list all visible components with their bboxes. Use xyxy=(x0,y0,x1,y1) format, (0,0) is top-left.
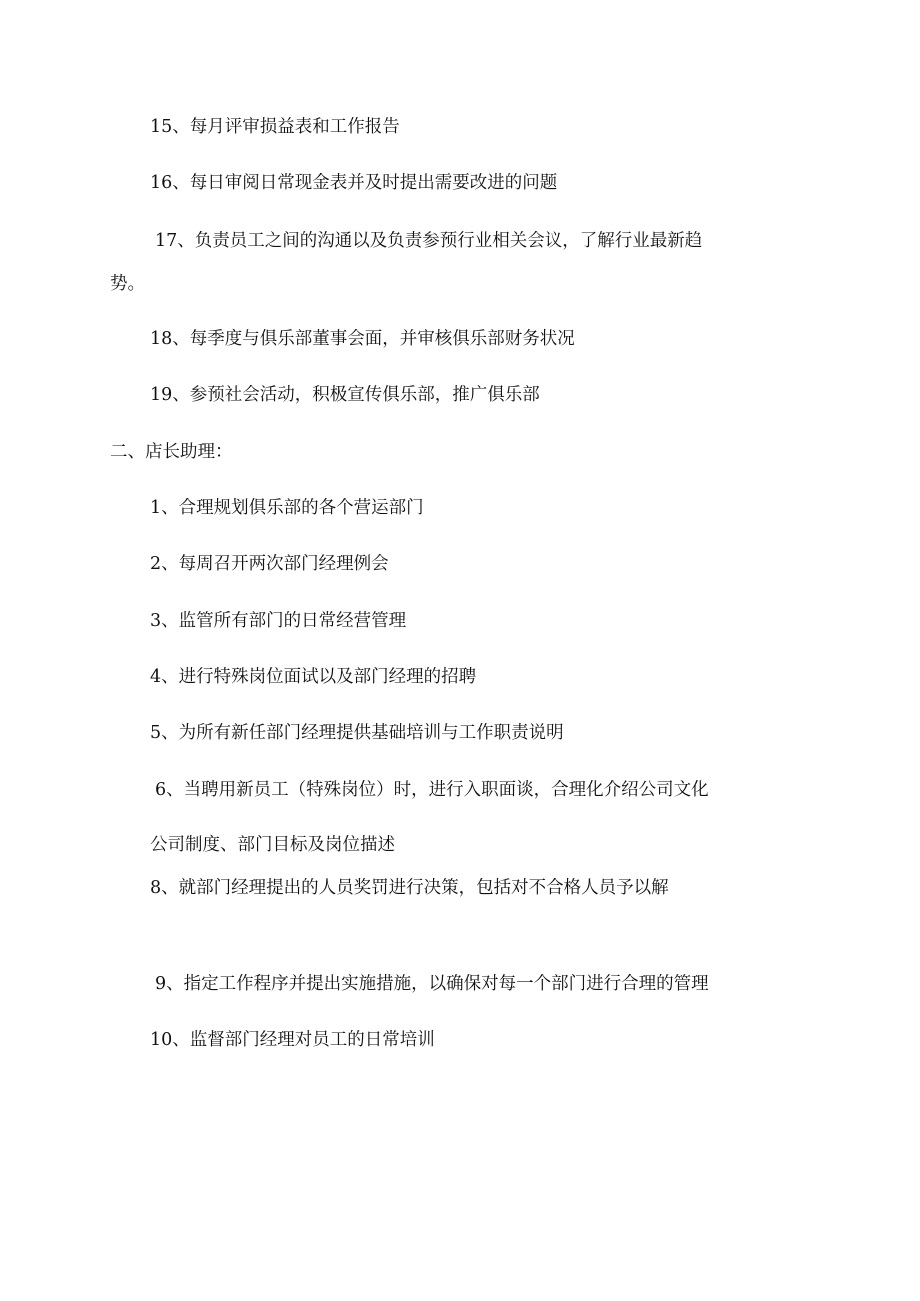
assistant-item-2: 2、每周召开两次部门经理例会 xyxy=(150,554,389,574)
assistant-item-9: 9、指定工作程序并提出实施措施，以确保对每一个部门进行合理的管理 xyxy=(155,974,709,994)
assistant-item-1: 1、合理规划俱乐部的各个营运部门 xyxy=(150,498,424,518)
assistant-item-6-continuation: 公司制度、部门目标及岗位描述 xyxy=(150,835,395,855)
list-item-18: 18、每季度与俱乐部董事会面，并审核俱乐部财务状况 xyxy=(150,329,575,349)
assistant-item-10: 10、监督部门经理对员工的日常培训 xyxy=(150,1030,435,1050)
assistant-item-6: 6、当聘用新员工（特殊岗位）时，进行入职面谈，合理化介绍公司文化 xyxy=(155,780,709,800)
assistant-item-3: 3、监管所有部门的日常经营管理 xyxy=(150,611,407,631)
list-item-16: 16、每日审阅日常现金表并及时提出需要改进的问题 xyxy=(150,173,558,193)
assistant-item-5: 5、为所有新任部门经理提供基础培训与工作职责说明 xyxy=(150,723,564,743)
list-item-19: 19、参预社会活动，积极宣传俱乐部，推广俱乐部 xyxy=(150,385,540,405)
section-heading: 二、店长助理： xyxy=(110,442,233,462)
list-item-17: 17、负责员工之间的沟通以及负责参预行业相关会议，了解行业最新趋 xyxy=(155,231,703,251)
list-item-17-continuation: 势。 xyxy=(110,274,145,294)
list-item-15: 15、每月评审损益表和工作报告 xyxy=(150,117,400,137)
assistant-item-4: 4、进行特殊岗位面试以及部门经理的招聘 xyxy=(150,667,477,687)
assistant-item-8: 8、就部门经理提出的人员奖罚进行决策，包括对不合格人员予以解 xyxy=(150,878,669,898)
